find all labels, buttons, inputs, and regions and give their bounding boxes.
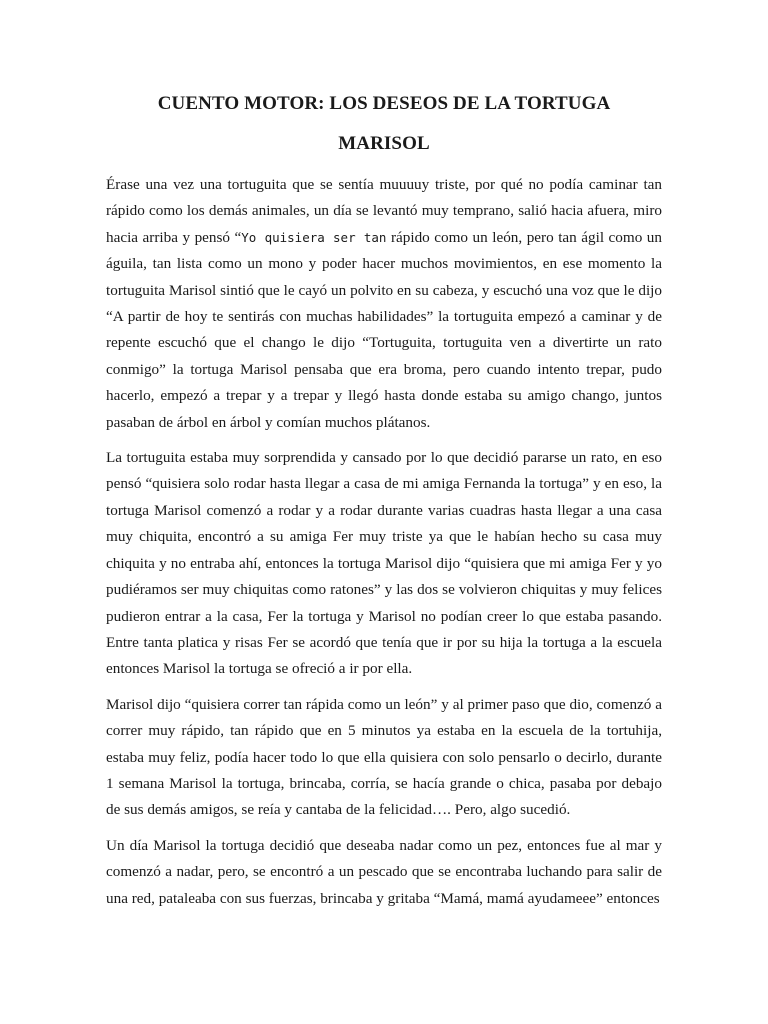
paragraph-3: Marisol dijo “quisiera correr tan rápida como un león” y al primer paso que dio, comenzó a correr muy rápido, tan rápido que en 5 minutos ya estaba en la escuela de la tortuhija, estaba muy feliz, podía hacer todo lo que ella quisiera con solo pensarlo o decirlo, durante 1 semana Marisol la tortuga, brincaba, corría, se hacía grande o chica, pasaba por debajo de sus demás amigos, se reía y cantaba de la felicidad…. Pero, algo sucedió. bbox=[106, 695, 662, 819]
paragraph-2: La tortuguita estaba muy sorprendida y cansado por lo que decidió pararse un rato, en eso pensó “quisiera solo rodar hasta llegar a casa de mi amiga Fernanda la tortuga” y en eso, la tortuga Marisol comenzó a rodar y a rodar durante varias cuadras hasta llegar a una casa muy chiquita, encontró a su amiga Fer muy triste ya que le habían hecho su casa muy chiquita y no entraba ahí, entonces la tortuga Marisol dijo “quisiera que mi amiga Fer y yo pudiéramos ser muy chiquitas como ratones” y las dos se volvieron chiquitas y muy felices pudieron entrar a la casa, Fer la tortuga y Marisol no podían creer lo que estaba pasando. Entre tanta platica y risas Fer se acordó que tenía que ir por su hija la tortuga a la escuela entonces Marisol la tortuga se ofreció a ir por ella. bbox=[106, 449, 662, 678]
paragraph-1-mono-run: Yo quisiera ser tan bbox=[241, 229, 387, 245]
paragraph-1-text-after: rápido como un león, pero tan ágil como un águila, tan lista como un mono y poder hacer muchos movimientos, en ese momento la tortuguita Marisol sintió que le cayó un polvito en su cabeza, y escuchó una voz que le dijo “A partir de hoy te sentirás con muchas habilidades” la tortuguita empezó a caminar y de repente escuchó que el chango le dijo “Tortuguita, tortuguita ven a divertirte un rato conmigo” la tortuga Marisol pensaba que era broma, pero cuando intento trepar, pudo hacerlo, empezó a trepar y a trepar y llegó hasta donde estaba su amigo chango, juntos pasaban de árbol en árbol y comían muchos plátanos. bbox=[106, 228, 662, 431]
paragraph-1 bbox=[106, 172, 662, 436]
title-line-2: MARISOL bbox=[338, 133, 430, 154]
title-line-1: CUENTO MOTOR: LOS DESEOS DE LA TORTUGA bbox=[157, 93, 611, 114]
document-title bbox=[106, 84, 662, 164]
paragraph-4: Un día Marisol la tortuga decidió que deseaba nadar como un pez, entonces fue al mar y comenzó a nadar, pero, se encontró a un pescado que se encontraba luchando para salir de una red, pataleaba con sus fuerzas, brincaba y gritaba “Mamá, mamá ayudameee” entonces bbox=[106, 836, 662, 907]
paragraph-1-text-before: Érase una vez una tortuguita que se sentía muuuuy triste, por qué no podía caminar tan rápido como los demás animales, un día se levantó muy temprano, salió hacia afuera, miro hacia arriba y pensó “ bbox=[106, 176, 662, 246]
